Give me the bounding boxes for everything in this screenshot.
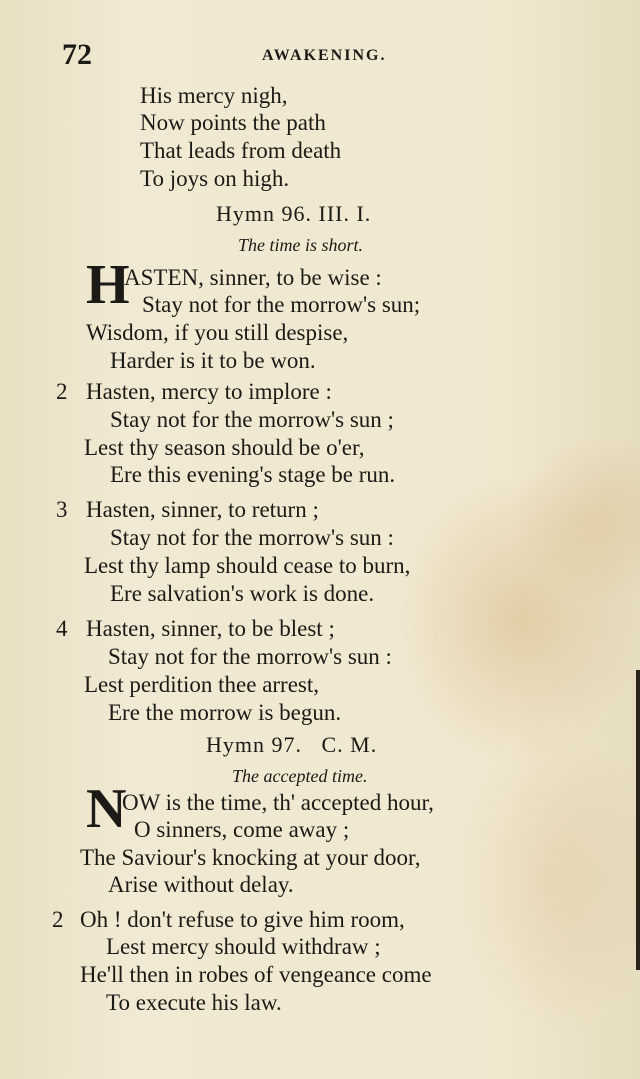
page-number: 72: [62, 38, 92, 71]
hymn-97-line: OW is the time, th' accepted hour,: [122, 790, 434, 815]
hymn-96-line: Stay not for the morrow's sun :: [108, 644, 392, 669]
continuation-line: Now points the path: [140, 110, 326, 135]
hymn-96-subtitle: The time is short.: [238, 235, 364, 255]
hymn-96-line: Stay not for the morrow's sun :: [110, 525, 394, 550]
hymn-96-line: Stay not for the morrow's sun ;: [110, 407, 394, 432]
hymn-96-line: Lest thy season should be o'er,: [84, 435, 365, 460]
hymn-96-title: Hymn 96. III. I.: [216, 201, 372, 226]
hymn-96-line: Ere salvation's work is done.: [110, 581, 375, 606]
hymn-96-line: Harder is it to be won.: [110, 348, 316, 373]
hymn-96-line: Lest thy lamp should cease to burn,: [84, 553, 411, 578]
hymn-96-line: Ere this evening's stage be run.: [110, 462, 396, 487]
hymn-96-line: Hasten, sinner, to be blest ;: [86, 616, 335, 641]
verse-number: 2: [56, 379, 68, 404]
continuation-line: To joys on high.: [140, 166, 290, 191]
hymn-96-line: ASTEN, sinner, to be wise :: [124, 265, 382, 290]
hymn-96-line: Stay not for the morrow's sun;: [142, 292, 421, 317]
hymn-97-subtitle: The accepted time.: [232, 766, 368, 786]
page-header: [62, 38, 582, 74]
hymn-96-line: Ere the morrow is begun.: [108, 700, 342, 725]
page-edge-shadow: [636, 670, 640, 970]
continuation-line: That leads from death: [140, 138, 342, 163]
verse-number: 3: [56, 497, 68, 522]
running-head: AWAKENING.: [262, 47, 387, 64]
hymn-96-line: Hasten, mercy to implore :: [86, 379, 332, 404]
hymn-97-line: To execute his law.: [106, 990, 282, 1015]
hymn-96-dropcap: H: [86, 254, 130, 316]
hymn-97-dropcap: N: [86, 778, 127, 840]
hymn-97-line: Lest mercy should withdraw ;: [106, 934, 381, 959]
verse-number: 4: [56, 616, 68, 641]
hymn-96-line: Wisdom, if you still despise,: [86, 320, 349, 345]
verse-number: 2: [52, 907, 64, 932]
hymn-97-line: O sinners, come away ;: [134, 817, 350, 842]
hymn-96-line: Hasten, sinner, to return ;: [86, 497, 319, 522]
continuation-line: His mercy nigh,: [140, 83, 288, 108]
hymn-97-line: The Saviour's knocking at your door,: [80, 845, 421, 870]
hymn-97-line: Oh ! don't refuse to give him room,: [80, 907, 405, 932]
hymn-97-title: Hymn 97. C. M.: [206, 732, 378, 757]
hymn-97-line: He'll then in robes of vengeance come: [80, 962, 432, 987]
hymn-96-line: Lest perdition thee arrest,: [84, 672, 320, 697]
hymn-97-line: Arise without delay.: [108, 872, 294, 897]
